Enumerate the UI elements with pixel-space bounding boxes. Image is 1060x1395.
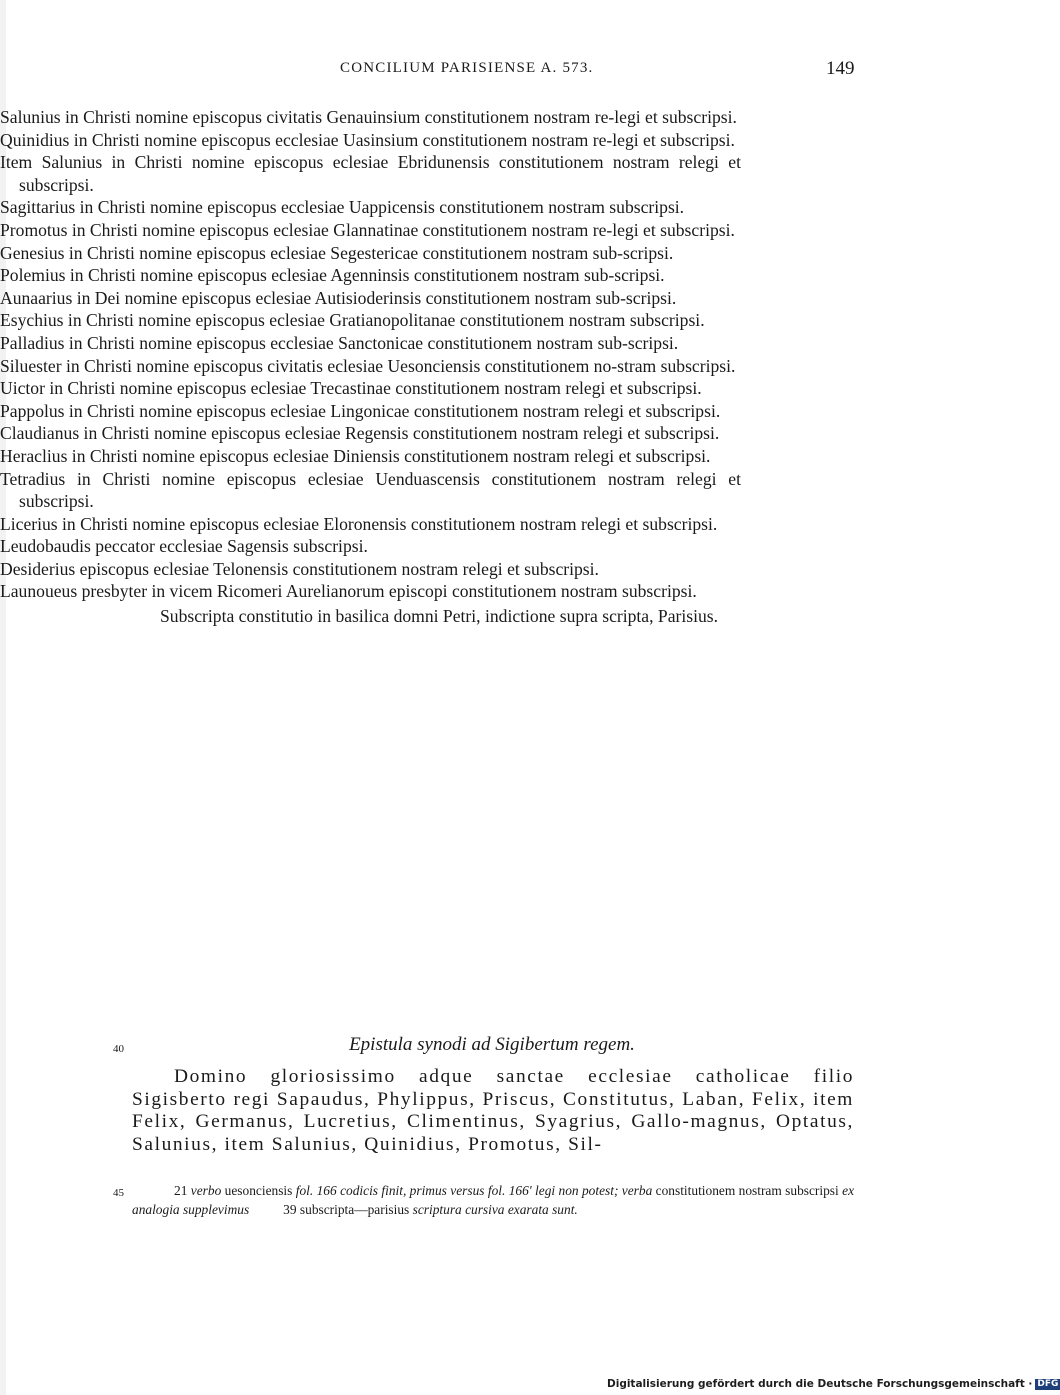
letter-body: Domino gloriosissimo adque sanctae ecclesiae catholicae filio Sigisberto regi Sapaudus, Phylippus, Priscus, Constitutus, Laban, Felix, item Felix, Germanus, Lucretius, Climentinus, Syagrius, Gallo-magnus, Optatus, Salunius, item Salunius, Quinidius, Promotus, Sil- — [132, 1066, 854, 1155]
subscription-entry: Desiderius episcopus eclesiae Telonensis constitutionem nostram relegi et subscripsi. — [0, 558, 599, 579]
subscription-entry: Esychius in Christi nomine episcopus eclesiae Gratianopolitanae constitutionem nostram subscripsi. — [0, 310, 705, 331]
subscription-entry: Salunius in Christi nomine episcopus civitatis Genauinsium constitutionem nostram re-legi et subscripsi. — [0, 107, 737, 127]
subscription-entry: Sagittarius in Christi nomine episcopus ecclesiae Uappicensis constitutionem nostram subscripsi. — [0, 197, 685, 218]
footnote-ref: 39 — [283, 1202, 297, 1217]
running-title: CONCILIUM PARISIENSE A. 573. — [340, 60, 594, 76]
subscription-entry: Leudobaudis peccator ecclesiae Sagensis subscripsi. — [0, 536, 368, 557]
subscription-entry: Tetradius in Christi nomine episcopus eclesiae Uenduascensis constitutionem nostram relegi et subscripsi. — [0, 468, 741, 512]
subscription-entry: Launoueus presbyter in vicem Ricomeri Aurelianorum episcopi constitutionem nostram subscripsi. — [0, 581, 697, 602]
critical-apparatus — [113, 1181, 855, 1219]
subscription-entry: Item Salunius in Christi nomine episcopus eclesiae Ebridunensis constitutionem nostram relegi et subscripsi. — [0, 152, 741, 195]
subscription-entry: Genesius in Christi nomine episcopus eclesiae Segestericae constitutionem nostram sub-scripsi. — [0, 242, 674, 263]
subscription-entry: Pappolus in Christi nomine episcopus eclesiae Lingonicae constitutionem nostram relegi et subscripsi. — [0, 400, 721, 421]
footnote-ref: 21 — [174, 1183, 188, 1198]
subscription-entry: Licerius in Christi nomine episcopus eclesiae Eloronensis constitutionem nostram relegi et subscripsi. — [0, 513, 718, 534]
footnote-text: 21 verbo uesonciensis fol. 166 codicis finit, primus versus fol. 166' legi non potest; verba constitutionem nostram subscripsi ex analogia supplevimus 39 subscripta—parisius scriptura cursiva exarata sunt. — [132, 1183, 855, 1217]
section-heading: Epistula synodi ad Sigibertum regem. — [349, 1034, 635, 1055]
subscription-entry: Siluester in Christi nomine episcopus civitatis eclesiae Uesonciensis constitutionem no-stram subscripsi. — [0, 355, 736, 376]
line-number: 40 — [113, 1043, 124, 1055]
subscription-entry: Quinidius in Christi nomine episcopus ecclesiae Uasinsium constitutionem nostram re-legi et subscripsi. — [0, 129, 735, 150]
subscription-entry: Polemius in Christi nomine episcopus eclesiae Agenninsis constitutionem nostram sub-scripsi. — [0, 265, 665, 286]
subscription-list — [0, 106, 1000, 645]
subscription-entry: Palladius in Christi nomine episcopus ecclesiae Sanctonicae constitutionem nostram sub-scripsi. — [0, 332, 679, 353]
line-number: 45 — [113, 1187, 124, 1199]
subscription-entry: Aunaarius in Dei nomine episcopus eclesiae Autisioderinsis constitutionem nostram sub-scripsi. — [0, 287, 677, 308]
subscription-entry: Claudianus in Christi nomine episcopus eclesiae Regensis constitutionem nostram relegi et subscripsi. — [0, 423, 720, 444]
funding-notice: Digitalisierung gefördert durch die Deutsche Forschungsgemeinschaft · DFG — [607, 1378, 1059, 1390]
closing-line: Subscripta constitutio in basilica domni Petri, indictione supra scripta, Parisius. — [160, 606, 719, 627]
page-number: 149 — [826, 58, 855, 79]
subscription-entry: Uictor in Christi nomine episcopus eclesiae Trecastinae constitutionem nostram relegi et subscripsi. — [0, 378, 702, 399]
dfg-logo: DFG — [1037, 1379, 1059, 1389]
subscription-entry: Promotus in Christi nomine episcopus eclesiae Glannatinae constitutionem nostram re-legi et subscripsi. — [0, 219, 735, 240]
subscription-entry: Heraclius in Christi nomine episcopus eclesiae Diniensis constitutionem nostram relegi et subscripsi. — [0, 445, 711, 466]
